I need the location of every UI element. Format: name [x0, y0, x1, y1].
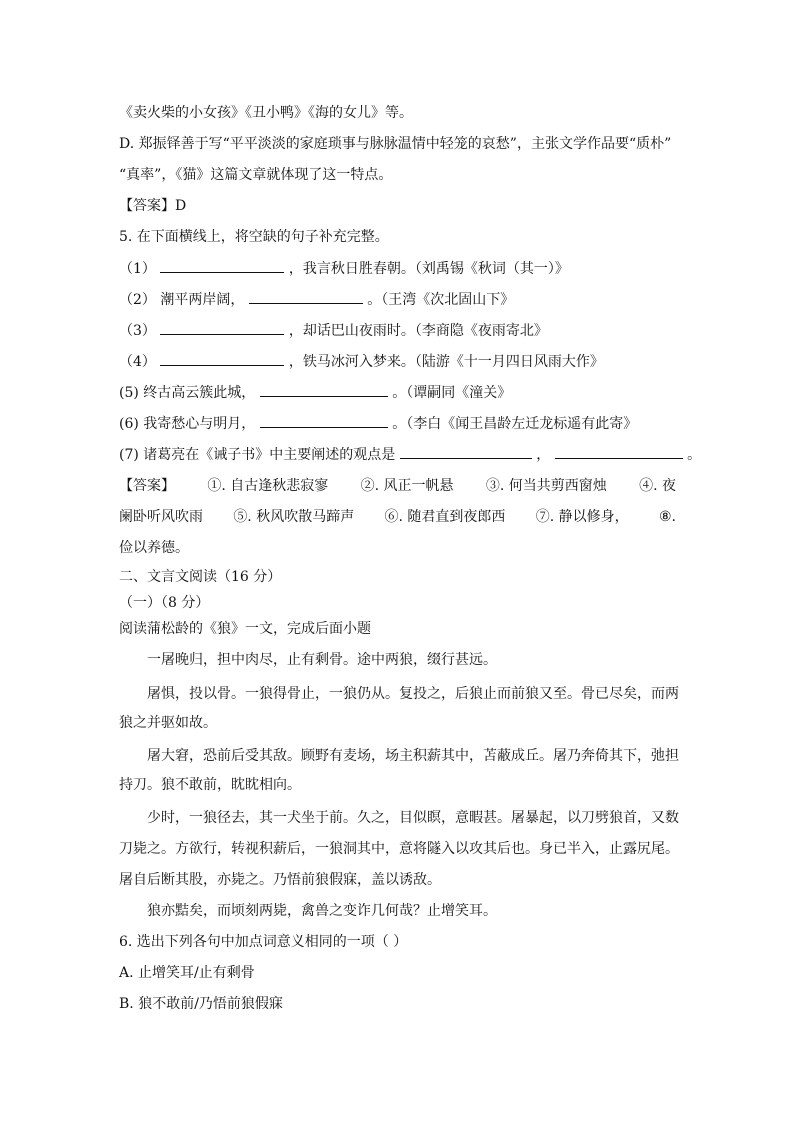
option-b: B. 狼不敢前/乃悟前狼假寐 — [119, 996, 283, 1012]
passage-paragraph: 屠惧，投以骨。一狼得骨止，一狼仍从。复投之，后狼止而前狼又至。骨已尽矣，而两 — [147, 686, 679, 702]
answer-item: ③. 何当共剪西窗烛 — [485, 478, 607, 494]
item-text: 终古高云簇此城， — [143, 385, 256, 401]
fill-blank[interactable] — [555, 444, 683, 459]
answer-item: ②. 风正一帆悬 — [360, 478, 454, 494]
item-number: (6) — [119, 416, 139, 432]
q5-item-3 — [119, 320, 548, 341]
fill-blank[interactable] — [260, 413, 388, 428]
q5-item-2 — [119, 289, 514, 310]
passage-paragraph-cont: 屠自后断其股，亦毙之。乃悟前狼假寐，盖以诱敌。 — [119, 872, 441, 888]
section-title: 二、文言文阅读（16 分） — [119, 569, 282, 585]
q5-item-6 — [119, 413, 637, 434]
item-text: 。（李白《闻王昌龄左迁龙标遥有此寄》 — [392, 416, 638, 432]
item-number: （2） — [119, 292, 156, 308]
item-text: 潮平两岸阔， — [160, 292, 245, 308]
fill-blank[interactable] — [249, 289, 363, 304]
answer-item: ⑥. 随君直到夜郎西 — [384, 509, 506, 525]
item-number: (5) — [119, 385, 139, 401]
passage-paragraph: 一屠晚归，担中肉尽，止有剩骨。途中两狼，缀行甚远。 — [147, 652, 497, 668]
fill-blank[interactable] — [160, 351, 284, 366]
answer-item: ⑤. 秋风吹散马蹄声 — [233, 509, 355, 525]
item-text: 。（谭嗣同《潼关》 — [392, 385, 512, 401]
reading-intro: 阅读蒲松龄的《狼》一文，完成后面小题 — [119, 621, 371, 637]
q5-answer-line-2 — [119, 507, 676, 527]
passage-paragraph-cont: 狼之并驱如故。 — [119, 715, 217, 731]
q5-item-4 — [119, 351, 604, 372]
option-d-line: D. 郑振铎善于写“平平淡淡的家庭琐事与脉脉温情中轻笼的哀愁”，主张文学作品要“质朴” — [119, 136, 672, 152]
q5-item-7 — [119, 444, 701, 465]
passage-paragraph: 少时，一狼径去，其一犬坐于前。久之，目似瞑，意暇甚。屠暴起，以刀劈狼首，又数 — [147, 810, 679, 826]
question-5-title: 5. 在下面横线上，将空缺的句子补充完整。 — [119, 229, 389, 245]
answer-line: 【答案】D — [119, 198, 187, 214]
q5-item-1 — [119, 258, 569, 279]
answer-item: ④. 夜 — [639, 478, 676, 494]
answer-item: 阑卧听风吹雨 — [119, 509, 203, 525]
fill-blank[interactable] — [260, 382, 388, 397]
q5-item-5 — [119, 382, 511, 403]
fill-blank[interactable] — [160, 320, 284, 335]
item-number: （1） — [119, 261, 156, 277]
passage-paragraph-cont: 刀毙之。方欲行，转视积薪后，一狼洞其中，意将隧入以攻其后也。身已半入，止露尻尾。 — [119, 841, 679, 857]
item-number: （4） — [119, 354, 156, 370]
passage-paragraph: 狼亦黠矣，而顷刻两毙，禽兽之变诈几何哉？止增笑耳。 — [147, 903, 497, 919]
q5-answer-line-1 — [119, 476, 676, 496]
option-a: A. 止增笑耳/止有剩骨 — [119, 965, 255, 981]
subsection-title: （一）（8 分） — [119, 595, 210, 611]
answer-item: ①. 自古逢秋悲寂寥 — [207, 478, 329, 494]
text-line: 《卖火柴的小女孩》《丑小鸭》《海的女儿》等。 — [119, 105, 413, 121]
fill-blank[interactable] — [400, 444, 532, 459]
item-text: 。（王湾《次北固山下》 — [367, 292, 515, 308]
item-text: ，却话巴山夜雨时。（李商隐《夜雨寄北》 — [288, 323, 548, 339]
passage-paragraph-cont: 持刀。狼不敢前，眈眈相向。 — [119, 777, 301, 793]
q5-answer-line-3: 俭以养德。 — [119, 540, 189, 556]
passage-paragraph: 屠大窘，恐前后受其敌。顾野有麦场，场主积薪其中，苫蔽成丘。屠乃奔倚其下，弛担 — [147, 748, 679, 764]
answer-item: ⑦. 静以修身， — [535, 509, 629, 525]
item-text: ，我言秋日胜春朝。（刘禹锡《秋词（其一）》 — [288, 261, 569, 277]
item-number: （3） — [119, 323, 156, 339]
item-text: 。 — [687, 447, 702, 463]
item-text: (7) 诸葛亮在《诫子书》中主要阐述的观点是 — [119, 447, 396, 463]
item-text: 我寄愁心与明月， — [143, 416, 256, 432]
fill-blank[interactable] — [160, 258, 284, 273]
question-6-title: 6. 选出下列各句中加点词意义相同的一项（ ） — [119, 934, 408, 950]
answer-item: ⑧. — [658, 509, 676, 525]
item-text: ，铁马冰河入梦来。（陆游《十一月四日风雨大作》 — [288, 354, 604, 370]
answer-label: 【答案】 — [119, 478, 175, 494]
option-d-line-cont: “真率”，《猫》这篇文章就体现了这一特点。 — [119, 167, 393, 183]
item-text: ， — [536, 447, 551, 463]
